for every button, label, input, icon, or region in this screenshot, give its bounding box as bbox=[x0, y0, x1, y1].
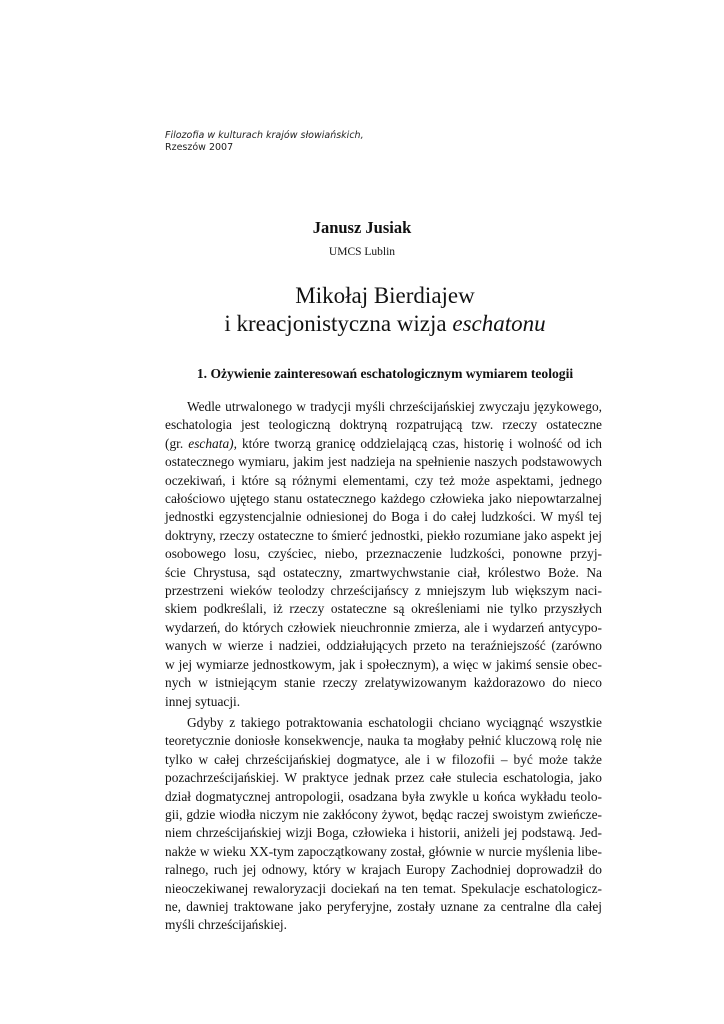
author-name: Janusz Jusiak bbox=[312, 218, 412, 237]
paragraph-1-line: osobowego losu, czyściec, niebo, przeznaczenie ludzkości, ponowne przyj- bbox=[165, 546, 602, 562]
paragraph-1-line: w jej wymiarze jednostkowym, jak i społecznym), a więc w jakimś sensie obec- bbox=[165, 656, 602, 672]
title-line-2-italic: eschatonu bbox=[452, 311, 546, 336]
title-line-1: Mikołaj Bierdiajew bbox=[295, 283, 475, 308]
paragraph-1-line: oczekiwań, i które są różnymi elementami, czy też może aspektami, jednego bbox=[165, 472, 602, 488]
author-affiliation: UMCS Lublin bbox=[328, 246, 396, 258]
paragraph-2-line: pozachrześcijańskiej. W praktyce jednak przez całe stulecia eschatologia, jako bbox=[165, 770, 602, 786]
paragraph-1-line: innej sytuacji. bbox=[165, 693, 241, 709]
paragraph-1-line: wanych w wierze i nadziei, oddziałujących przeto na teraźniejszość (zarówno bbox=[165, 638, 602, 654]
journal-header-note bbox=[165, 130, 364, 154]
paragraph-2-line: myśli chrześcijańskiej. bbox=[165, 917, 287, 933]
journal-name: Filozofia w kulturach krajów słowiańskich, bbox=[165, 130, 364, 141]
paragraph-1-line: przestrzeni wieków teolodzy chrześcijańscy z mniejszym lub większym naci- bbox=[165, 583, 602, 599]
journal-place-year: Rzeszów 2007 bbox=[165, 142, 234, 153]
paragraph-2-line: dział dogmatycznej antropologii, osadzana była zwykle u końca wykładu teolo- bbox=[165, 788, 602, 804]
paragraph-2-line: teoretycznie doniosłe konsekwencje, nauka ta mogłaby pełnić kluczową rolę nie bbox=[165, 733, 602, 749]
title-line-2-plain: i kreacjonistyczna wizja bbox=[224, 311, 453, 336]
paragraph-2-line: ne, dawniej traktowane jako peryferyjne, zostały uznane za centralne dla całej bbox=[165, 898, 602, 914]
title-line-2 bbox=[0, 310, 724, 338]
paragraph-1-italic-term: eschata), bbox=[188, 435, 237, 451]
paragraph-1-line: ostatecznego wymiaru, jakim jest nadzieja na spełnienie naszych podstawowych bbox=[165, 454, 602, 470]
paragraph-1-line: wydarzeń, do których człowiek nieuchronnie zmierza, ale i wydarzeń antycypo- bbox=[165, 619, 602, 635]
paragraph-2-line: nakże w wieku XX-tym zapoczątkowany został, głównie w nurcie myślenia libe- bbox=[165, 843, 602, 859]
paragraph-1-line: eschatologia jest teologiczną doktryną rozpatrującą tzw. rzeczy ostateczne bbox=[165, 417, 602, 433]
paragraph-1-line: jednostki egzystencjalnie odniesionej do Boga i do całej ludzkości. W myśl tej bbox=[165, 509, 602, 525]
paragraph-2-line: Gdyby z takiego potraktowania eschatologii chciano wyciągnąć wszystkie bbox=[187, 714, 602, 730]
paragraph-1-line: nych w istniejącym stanie rzeczy zrelatywizowanym każdorazowo do nieco bbox=[165, 675, 602, 691]
paragraph-1-text: które tworzą granicę oddzielającą czas, historię i wolność od ich bbox=[236, 435, 603, 451]
paragraph-2-line: gii, gdzie wiodła niczym nie zakłócony żywot, będąc raczej swoistym zwieńcze- bbox=[165, 806, 602, 822]
section-heading: 1. Ożywienie zainteresowań eschatologicznym wymiarem teologii bbox=[196, 366, 574, 381]
paragraph-1-line bbox=[165, 435, 602, 453]
paragraph-1-line: Wedle utrwalonego w tradycji myśli chrześcijańskiej zwyczaju językowego, bbox=[187, 399, 602, 414]
paragraph-1-line: całościowo ujętego stanu ostatecznego każdego człowieka jako niepowtarzalnej bbox=[165, 491, 602, 507]
paragraph-1-line: skiem podkreślali, iż rzeczy ostateczne są określeniami nie tylko przyszłych bbox=[165, 601, 602, 617]
paragraph-2-line: niem chrześcijańskiej wizji Boga, człowieka i historii, aniżeli jej podstawą. Jed- bbox=[165, 825, 602, 841]
paragraph-1-line: doktryny, rzeczy ostateczne to śmierć jednostki, piekło rozumiane jako aspekt jej bbox=[165, 527, 602, 543]
body-text bbox=[165, 398, 602, 935]
paragraph-1-line: ście Chrystusa, sąd ostateczny, zmartwychwstanie ciał, królestwo Boże. Na bbox=[165, 564, 602, 580]
paragraph-1-text: (gr. bbox=[165, 435, 189, 451]
paragraph-2-line: tylko w całej chrześcijańskiej dogmatyce, ale i w filozofii – być może także bbox=[165, 751, 602, 767]
paragraph-2-line: nieoczekiwanej rewaloryzacji dociekań na ten temat. Spekulacje eschatologicz- bbox=[165, 880, 602, 896]
article-title bbox=[0, 282, 724, 338]
paragraph-2-line: ralnego, ruch jej odnowy, który w krajach Europy Zachodniej doprowadził do bbox=[165, 862, 602, 878]
